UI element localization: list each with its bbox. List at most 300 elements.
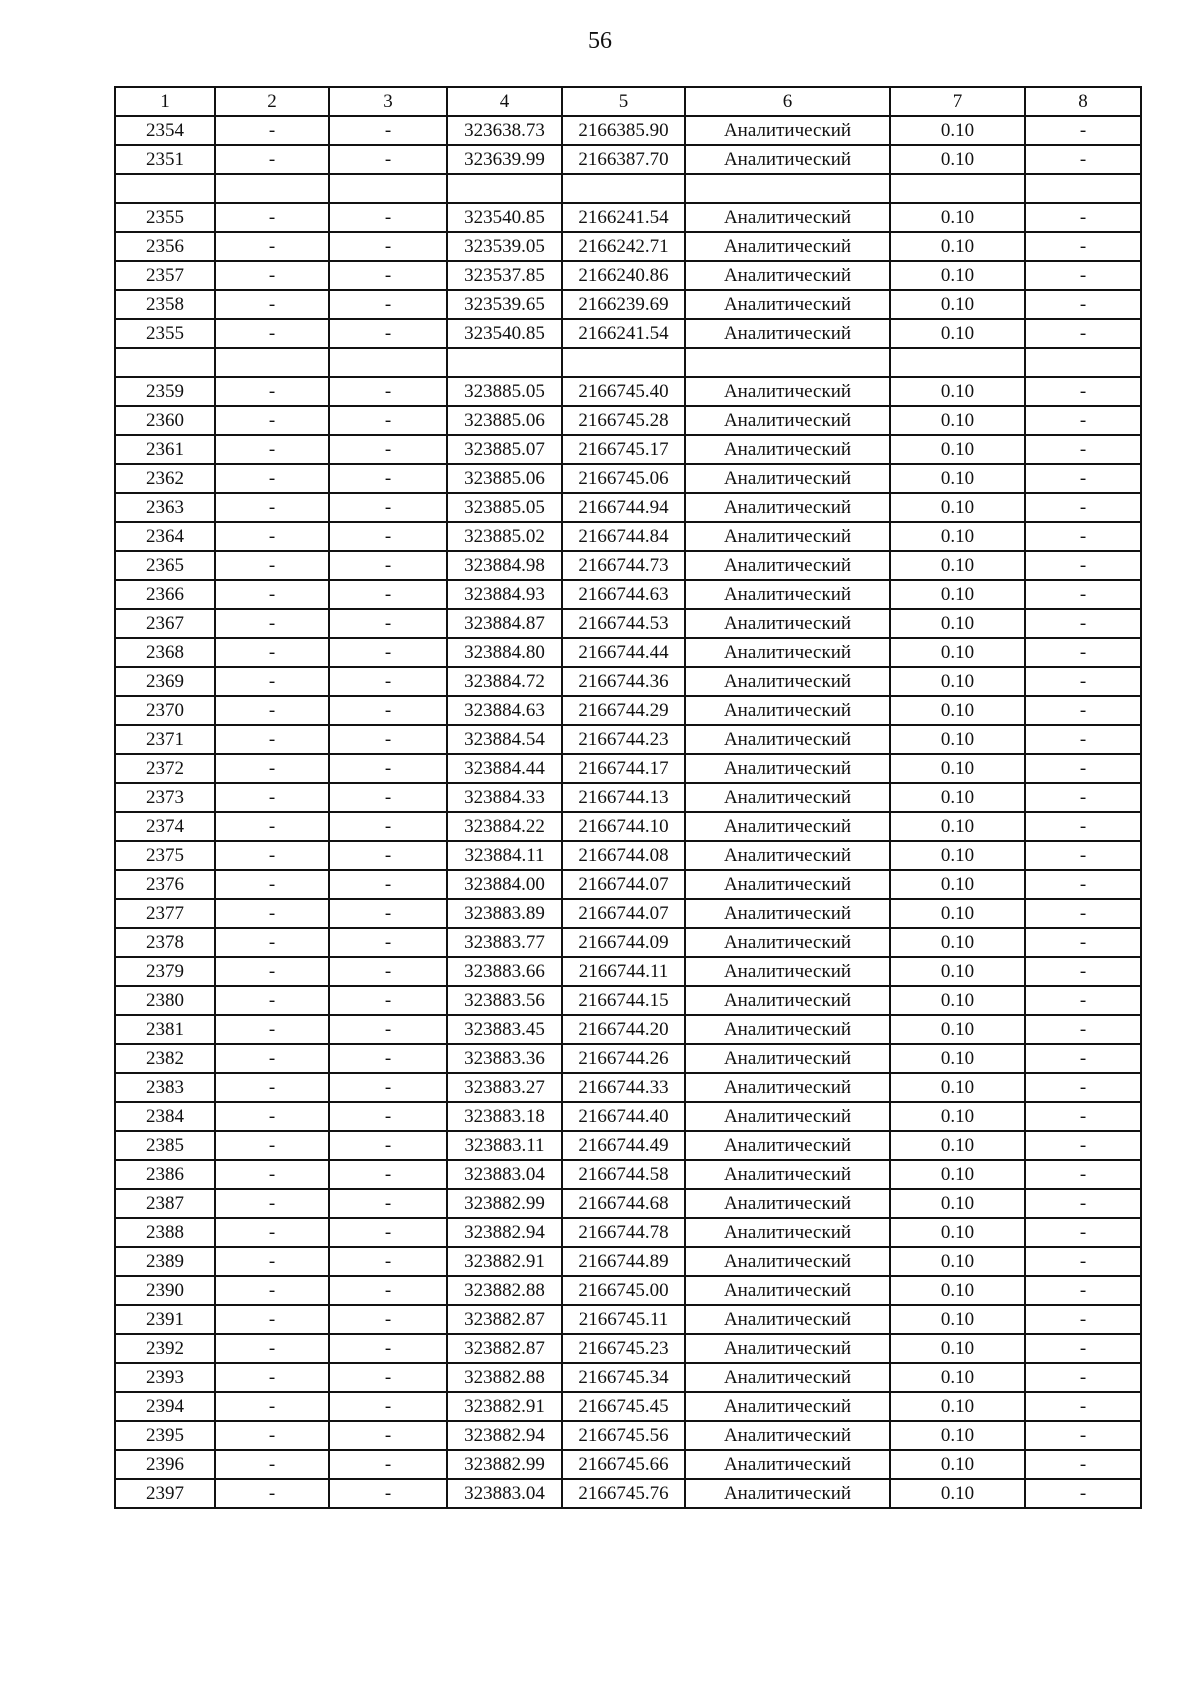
col-3-value-cell: - bbox=[329, 841, 447, 870]
table-body bbox=[115, 116, 1141, 1508]
x-coordinate-cell: 323883.27 bbox=[447, 1073, 562, 1102]
table-row bbox=[115, 696, 1141, 725]
col-3-value-cell: - bbox=[329, 464, 447, 493]
col-3-value-cell: - bbox=[329, 1102, 447, 1131]
method-cell: Аналитический bbox=[685, 1189, 890, 1218]
point-number-cell: 2370 bbox=[115, 696, 215, 725]
point-number-cell: 2396 bbox=[115, 1450, 215, 1479]
accuracy-cell: 0.10 bbox=[890, 812, 1025, 841]
accuracy-cell: 0.10 bbox=[890, 203, 1025, 232]
col-8-value-cell: - bbox=[1025, 1160, 1141, 1189]
method-cell: Аналитический bbox=[685, 812, 890, 841]
col-2-value-cell: - bbox=[215, 203, 329, 232]
col-8-value-cell: - bbox=[1025, 1247, 1141, 1276]
col-3-value-cell: - bbox=[329, 551, 447, 580]
y-coordinate-cell bbox=[562, 348, 685, 377]
y-coordinate-cell: 2166744.07 bbox=[562, 870, 685, 899]
col-2-value-cell: - bbox=[215, 522, 329, 551]
y-coordinate-cell: 2166744.13 bbox=[562, 783, 685, 812]
point-number-cell: 2355 bbox=[115, 203, 215, 232]
col-2-value-cell: - bbox=[215, 145, 329, 174]
accuracy-cell: 0.10 bbox=[890, 551, 1025, 580]
accuracy-cell: 0.10 bbox=[890, 609, 1025, 638]
col-2-value-cell: - bbox=[215, 1334, 329, 1363]
method-cell: Аналитический bbox=[685, 406, 890, 435]
method-cell: Аналитический bbox=[685, 203, 890, 232]
accuracy-cell: 0.10 bbox=[890, 899, 1025, 928]
col-3-value-cell: - bbox=[329, 812, 447, 841]
table-row bbox=[115, 1450, 1141, 1479]
x-coordinate-cell: 323882.99 bbox=[447, 1189, 562, 1218]
x-coordinate-cell: 323537.85 bbox=[447, 261, 562, 290]
col-2-value-cell: - bbox=[215, 116, 329, 145]
col-8-value-cell: - bbox=[1025, 696, 1141, 725]
column-header: 2 bbox=[215, 87, 329, 116]
col-8-value-cell: - bbox=[1025, 1189, 1141, 1218]
col-8-value-cell: - bbox=[1025, 1421, 1141, 1450]
x-coordinate-cell: 323883.18 bbox=[447, 1102, 562, 1131]
x-coordinate-cell: 323882.88 bbox=[447, 1276, 562, 1305]
col-2-value-cell: - bbox=[215, 667, 329, 696]
column-header: 8 bbox=[1025, 87, 1141, 116]
accuracy-cell: 0.10 bbox=[890, 1189, 1025, 1218]
table-row bbox=[115, 174, 1141, 203]
method-cell: Аналитический bbox=[685, 551, 890, 580]
y-coordinate-cell: 2166744.84 bbox=[562, 522, 685, 551]
y-coordinate-cell: 2166744.09 bbox=[562, 928, 685, 957]
accuracy-cell: 0.10 bbox=[890, 1479, 1025, 1508]
y-coordinate-cell: 2166744.26 bbox=[562, 1044, 685, 1073]
method-cell: Аналитический bbox=[685, 1392, 890, 1421]
table-row bbox=[115, 522, 1141, 551]
col-2-value-cell: - bbox=[215, 638, 329, 667]
col-2-value-cell: - bbox=[215, 493, 329, 522]
col-3-value-cell: - bbox=[329, 986, 447, 1015]
point-number-cell: 2368 bbox=[115, 638, 215, 667]
column-header: 4 bbox=[447, 87, 562, 116]
accuracy-cell: 0.10 bbox=[890, 638, 1025, 667]
x-coordinate-cell: 323885.06 bbox=[447, 406, 562, 435]
col-3-value-cell: - bbox=[329, 1160, 447, 1189]
method-cell: Аналитический bbox=[685, 899, 890, 928]
col-3-value-cell: - bbox=[329, 1421, 447, 1450]
table-row bbox=[115, 203, 1141, 232]
x-coordinate-cell: 323884.87 bbox=[447, 609, 562, 638]
x-coordinate-cell: 323882.99 bbox=[447, 1450, 562, 1479]
y-coordinate-cell: 2166744.17 bbox=[562, 754, 685, 783]
col-2-value-cell: - bbox=[215, 551, 329, 580]
x-coordinate-cell: 323883.36 bbox=[447, 1044, 562, 1073]
method-cell: Аналитический bbox=[685, 986, 890, 1015]
x-coordinate-cell: 323884.33 bbox=[447, 783, 562, 812]
accuracy-cell: 0.10 bbox=[890, 290, 1025, 319]
point-number-cell: 2366 bbox=[115, 580, 215, 609]
col-3-value-cell: - bbox=[329, 667, 447, 696]
y-coordinate-cell: 2166240.86 bbox=[562, 261, 685, 290]
table-row bbox=[115, 1015, 1141, 1044]
point-number-cell: 2395 bbox=[115, 1421, 215, 1450]
x-coordinate-cell: 323885.06 bbox=[447, 464, 562, 493]
col-8-value-cell: - bbox=[1025, 870, 1141, 899]
accuracy-cell: 0.10 bbox=[890, 116, 1025, 145]
table-header-row bbox=[115, 87, 1141, 116]
y-coordinate-cell: 2166385.90 bbox=[562, 116, 685, 145]
method-cell: Аналитический bbox=[685, 1015, 890, 1044]
accuracy-cell: 0.10 bbox=[890, 1421, 1025, 1450]
y-coordinate-cell: 2166744.49 bbox=[562, 1131, 685, 1160]
col-3-value-cell: - bbox=[329, 928, 447, 957]
method-cell: Аналитический bbox=[685, 116, 890, 145]
col-2-value-cell: - bbox=[215, 1015, 329, 1044]
col-3-value-cell: - bbox=[329, 725, 447, 754]
col-3-value-cell: - bbox=[329, 1363, 447, 1392]
col-3-value-cell: - bbox=[329, 1073, 447, 1102]
method-cell: Аналитический bbox=[685, 638, 890, 667]
col-3-value-cell: - bbox=[329, 1015, 447, 1044]
table-row bbox=[115, 493, 1141, 522]
x-coordinate-cell: 323883.66 bbox=[447, 957, 562, 986]
y-coordinate-cell: 2166744.20 bbox=[562, 1015, 685, 1044]
point-number-cell: 2393 bbox=[115, 1363, 215, 1392]
col-3-value-cell: - bbox=[329, 1189, 447, 1218]
method-cell: Аналитический bbox=[685, 1450, 890, 1479]
method-cell: Аналитический bbox=[685, 1131, 890, 1160]
col-8-value-cell: - bbox=[1025, 1102, 1141, 1131]
method-cell: Аналитический bbox=[685, 667, 890, 696]
x-coordinate-cell: 323884.98 bbox=[447, 551, 562, 580]
y-coordinate-cell: 2166239.69 bbox=[562, 290, 685, 319]
col-8-value-cell: - bbox=[1025, 1305, 1141, 1334]
coordinates-table bbox=[114, 86, 1142, 1509]
page-number: 56 bbox=[588, 28, 612, 54]
point-number-cell: 2384 bbox=[115, 1102, 215, 1131]
col-3-value-cell bbox=[329, 348, 447, 377]
col-2-value-cell: - bbox=[215, 1073, 329, 1102]
column-header: 5 bbox=[562, 87, 685, 116]
table-row bbox=[115, 464, 1141, 493]
method-cell: Аналитический bbox=[685, 1102, 890, 1131]
accuracy-cell: 0.10 bbox=[890, 145, 1025, 174]
col-8-value-cell: - bbox=[1025, 928, 1141, 957]
table-row bbox=[115, 638, 1141, 667]
y-coordinate-cell: 2166744.78 bbox=[562, 1218, 685, 1247]
col-2-value-cell: - bbox=[215, 1131, 329, 1160]
method-cell: Аналитический bbox=[685, 1160, 890, 1189]
method-cell: Аналитический bbox=[685, 1421, 890, 1450]
y-coordinate-cell: 2166745.34 bbox=[562, 1363, 685, 1392]
y-coordinate-cell: 2166744.73 bbox=[562, 551, 685, 580]
accuracy-cell: 0.10 bbox=[890, 1334, 1025, 1363]
col-2-value-cell: - bbox=[215, 870, 329, 899]
table-row bbox=[115, 986, 1141, 1015]
accuracy-cell: 0.10 bbox=[890, 1305, 1025, 1334]
col-2-value-cell: - bbox=[215, 1218, 329, 1247]
col-8-value-cell: - bbox=[1025, 899, 1141, 928]
method-cell: Аналитический bbox=[685, 261, 890, 290]
col-3-value-cell bbox=[329, 174, 447, 203]
method-cell: Аналитический bbox=[685, 783, 890, 812]
accuracy-cell: 0.10 bbox=[890, 1363, 1025, 1392]
table-row bbox=[115, 406, 1141, 435]
point-number-cell: 2378 bbox=[115, 928, 215, 957]
col-2-value-cell: - bbox=[215, 580, 329, 609]
y-coordinate-cell: 2166744.68 bbox=[562, 1189, 685, 1218]
method-cell: Аналитический bbox=[685, 232, 890, 261]
accuracy-cell: 0.10 bbox=[890, 928, 1025, 957]
x-coordinate-cell: 323883.11 bbox=[447, 1131, 562, 1160]
accuracy-cell: 0.10 bbox=[890, 435, 1025, 464]
accuracy-cell: 0.10 bbox=[890, 754, 1025, 783]
col-8-value-cell: - bbox=[1025, 1015, 1141, 1044]
accuracy-cell: 0.10 bbox=[890, 1450, 1025, 1479]
col-3-value-cell: - bbox=[329, 957, 447, 986]
point-number-cell: 2379 bbox=[115, 957, 215, 986]
method-cell: Аналитический bbox=[685, 928, 890, 957]
point-number-cell: 2351 bbox=[115, 145, 215, 174]
point-number-cell: 2380 bbox=[115, 986, 215, 1015]
col-8-value-cell: - bbox=[1025, 1363, 1141, 1392]
method-cell: Аналитический bbox=[685, 754, 890, 783]
col-2-value-cell: - bbox=[215, 1160, 329, 1189]
accuracy-cell: 0.10 bbox=[890, 1131, 1025, 1160]
accuracy-cell: 0.10 bbox=[890, 464, 1025, 493]
x-coordinate-cell: 323884.44 bbox=[447, 754, 562, 783]
col-8-value-cell: - bbox=[1025, 406, 1141, 435]
method-cell: Аналитический bbox=[685, 1073, 890, 1102]
table-row bbox=[115, 957, 1141, 986]
col-8-value-cell: - bbox=[1025, 1479, 1141, 1508]
col-3-value-cell: - bbox=[329, 377, 447, 406]
col-2-value-cell: - bbox=[215, 1276, 329, 1305]
y-coordinate-cell: 2166744.11 bbox=[562, 957, 685, 986]
col-3-value-cell: - bbox=[329, 290, 447, 319]
col-2-value-cell: - bbox=[215, 261, 329, 290]
x-coordinate-cell: 323882.87 bbox=[447, 1305, 562, 1334]
x-coordinate-cell: 323885.02 bbox=[447, 522, 562, 551]
accuracy-cell: 0.10 bbox=[890, 696, 1025, 725]
col-8-value-cell: - bbox=[1025, 493, 1141, 522]
point-number-cell: 2367 bbox=[115, 609, 215, 638]
table-row bbox=[115, 1392, 1141, 1421]
col-8-value-cell: - bbox=[1025, 1276, 1141, 1305]
x-coordinate-cell: 323883.45 bbox=[447, 1015, 562, 1044]
point-number-cell: 2369 bbox=[115, 667, 215, 696]
col-2-value-cell: - bbox=[215, 783, 329, 812]
col-8-value-cell: - bbox=[1025, 783, 1141, 812]
y-coordinate-cell: 2166745.23 bbox=[562, 1334, 685, 1363]
table-row bbox=[115, 1421, 1141, 1450]
method-cell: Аналитический bbox=[685, 580, 890, 609]
x-coordinate-cell: 323884.00 bbox=[447, 870, 562, 899]
col-3-value-cell: - bbox=[329, 1450, 447, 1479]
col-8-value-cell: - bbox=[1025, 551, 1141, 580]
method-cell: Аналитический bbox=[685, 957, 890, 986]
accuracy-cell: 0.10 bbox=[890, 667, 1025, 696]
col-3-value-cell: - bbox=[329, 493, 447, 522]
point-number-cell: 2382 bbox=[115, 1044, 215, 1073]
col-8-value-cell: - bbox=[1025, 1131, 1141, 1160]
method-cell: Аналитический bbox=[685, 870, 890, 899]
table-row bbox=[115, 580, 1141, 609]
table-row bbox=[115, 232, 1141, 261]
col-2-value-cell: - bbox=[215, 319, 329, 348]
point-number-cell: 2383 bbox=[115, 1073, 215, 1102]
col-8-value-cell: - bbox=[1025, 754, 1141, 783]
x-coordinate-cell: 323884.22 bbox=[447, 812, 562, 841]
y-coordinate-cell: 2166744.10 bbox=[562, 812, 685, 841]
point-number-cell: 2377 bbox=[115, 899, 215, 928]
x-coordinate-cell: 323639.99 bbox=[447, 145, 562, 174]
table-row bbox=[115, 116, 1141, 145]
x-coordinate-cell: 323884.72 bbox=[447, 667, 562, 696]
col-8-value-cell: - bbox=[1025, 812, 1141, 841]
col-3-value-cell: - bbox=[329, 1305, 447, 1334]
col-8-value-cell: - bbox=[1025, 638, 1141, 667]
x-coordinate-cell: 323539.65 bbox=[447, 290, 562, 319]
y-coordinate-cell: 2166744.07 bbox=[562, 899, 685, 928]
accuracy-cell: 0.10 bbox=[890, 580, 1025, 609]
y-coordinate-cell: 2166744.29 bbox=[562, 696, 685, 725]
col-2-value-cell: - bbox=[215, 1363, 329, 1392]
table-row bbox=[115, 841, 1141, 870]
col-8-value-cell: - bbox=[1025, 232, 1141, 261]
col-8-value-cell: - bbox=[1025, 203, 1141, 232]
col-2-value-cell: - bbox=[215, 928, 329, 957]
col-2-value-cell: - bbox=[215, 377, 329, 406]
col-8-value-cell: - bbox=[1025, 1450, 1141, 1479]
col-2-value-cell: - bbox=[215, 406, 329, 435]
table-row bbox=[115, 1044, 1141, 1073]
x-coordinate-cell: 323883.04 bbox=[447, 1160, 562, 1189]
x-coordinate-cell: 323884.93 bbox=[447, 580, 562, 609]
col-8-value-cell: - bbox=[1025, 145, 1141, 174]
col-3-value-cell: - bbox=[329, 783, 447, 812]
accuracy-cell bbox=[890, 174, 1025, 203]
table-row bbox=[115, 1363, 1141, 1392]
point-number-cell: 2355 bbox=[115, 319, 215, 348]
col-3-value-cell: - bbox=[329, 435, 447, 464]
y-coordinate-cell: 2166745.11 bbox=[562, 1305, 685, 1334]
col-2-value-cell: - bbox=[215, 812, 329, 841]
table-row bbox=[115, 145, 1141, 174]
y-coordinate-cell: 2166744.58 bbox=[562, 1160, 685, 1189]
method-cell: Аналитический bbox=[685, 1247, 890, 1276]
accuracy-cell: 0.10 bbox=[890, 406, 1025, 435]
x-coordinate-cell: 323883.77 bbox=[447, 928, 562, 957]
accuracy-cell: 0.10 bbox=[890, 783, 1025, 812]
table-row bbox=[115, 1479, 1141, 1508]
table-row bbox=[115, 1305, 1141, 1334]
col-2-value-cell: - bbox=[215, 1450, 329, 1479]
accuracy-cell: 0.10 bbox=[890, 319, 1025, 348]
col-3-value-cell: - bbox=[329, 406, 447, 435]
point-number-cell: 2376 bbox=[115, 870, 215, 899]
col-2-value-cell: - bbox=[215, 696, 329, 725]
col-3-value-cell: - bbox=[329, 1247, 447, 1276]
x-coordinate-cell: 323638.73 bbox=[447, 116, 562, 145]
method-cell: Аналитический bbox=[685, 319, 890, 348]
col-3-value-cell: - bbox=[329, 754, 447, 783]
table-row bbox=[115, 1102, 1141, 1131]
table-row bbox=[115, 1334, 1141, 1363]
col-3-value-cell: - bbox=[329, 1276, 447, 1305]
method-cell: Аналитический bbox=[685, 609, 890, 638]
point-number-cell: 2373 bbox=[115, 783, 215, 812]
col-8-value-cell: - bbox=[1025, 319, 1141, 348]
col-3-value-cell: - bbox=[329, 638, 447, 667]
col-3-value-cell: - bbox=[329, 145, 447, 174]
col-3-value-cell: - bbox=[329, 580, 447, 609]
y-coordinate-cell: 2166744.33 bbox=[562, 1073, 685, 1102]
accuracy-cell bbox=[890, 348, 1025, 377]
point-number-cell: 2386 bbox=[115, 1160, 215, 1189]
accuracy-cell: 0.10 bbox=[890, 841, 1025, 870]
table-row bbox=[115, 261, 1141, 290]
col-2-value-cell: - bbox=[215, 464, 329, 493]
y-coordinate-cell: 2166745.56 bbox=[562, 1421, 685, 1450]
point-number-cell: 2389 bbox=[115, 1247, 215, 1276]
col-2-value-cell: - bbox=[215, 609, 329, 638]
table-row bbox=[115, 928, 1141, 957]
accuracy-cell: 0.10 bbox=[890, 957, 1025, 986]
point-number-cell: 2359 bbox=[115, 377, 215, 406]
col-2-value-cell: - bbox=[215, 957, 329, 986]
accuracy-cell: 0.10 bbox=[890, 1276, 1025, 1305]
accuracy-cell: 0.10 bbox=[890, 1247, 1025, 1276]
col-8-value-cell: - bbox=[1025, 1073, 1141, 1102]
y-coordinate-cell: 2166745.76 bbox=[562, 1479, 685, 1508]
accuracy-cell: 0.10 bbox=[890, 1044, 1025, 1073]
table-row bbox=[115, 377, 1141, 406]
x-coordinate-cell: 323882.91 bbox=[447, 1247, 562, 1276]
col-2-value-cell: - bbox=[215, 1189, 329, 1218]
col-2-value-cell: - bbox=[215, 232, 329, 261]
y-coordinate-cell: 2166241.54 bbox=[562, 203, 685, 232]
col-2-value-cell: - bbox=[215, 1305, 329, 1334]
col-8-value-cell: - bbox=[1025, 580, 1141, 609]
y-coordinate-cell: 2166745.45 bbox=[562, 1392, 685, 1421]
accuracy-cell: 0.10 bbox=[890, 1160, 1025, 1189]
col-2-value-cell: - bbox=[215, 841, 329, 870]
accuracy-cell: 0.10 bbox=[890, 493, 1025, 522]
col-8-value-cell: - bbox=[1025, 464, 1141, 493]
point-number-cell: 2372 bbox=[115, 754, 215, 783]
method-cell: Аналитический bbox=[685, 1044, 890, 1073]
y-coordinate-cell: 2166744.36 bbox=[562, 667, 685, 696]
point-number-cell: 2364 bbox=[115, 522, 215, 551]
point-number-cell: 2394 bbox=[115, 1392, 215, 1421]
point-number-cell: 2358 bbox=[115, 290, 215, 319]
method-cell: Аналитический bbox=[685, 145, 890, 174]
y-coordinate-cell: 2166387.70 bbox=[562, 145, 685, 174]
col-3-value-cell: - bbox=[329, 203, 447, 232]
point-number-cell: 2397 bbox=[115, 1479, 215, 1508]
col-3-value-cell: - bbox=[329, 899, 447, 928]
col-2-value-cell: - bbox=[215, 986, 329, 1015]
method-cell: Аналитический bbox=[685, 1305, 890, 1334]
col-8-value-cell: - bbox=[1025, 1334, 1141, 1363]
y-coordinate-cell: 2166744.08 bbox=[562, 841, 685, 870]
col-8-value-cell: - bbox=[1025, 1044, 1141, 1073]
x-coordinate-cell: 323885.05 bbox=[447, 493, 562, 522]
method-cell: Аналитический bbox=[685, 435, 890, 464]
col-8-value-cell bbox=[1025, 348, 1141, 377]
accuracy-cell: 0.10 bbox=[890, 522, 1025, 551]
table-row bbox=[115, 1160, 1141, 1189]
col-8-value-cell: - bbox=[1025, 261, 1141, 290]
col-2-value-cell: - bbox=[215, 754, 329, 783]
col-8-value-cell: - bbox=[1025, 725, 1141, 754]
